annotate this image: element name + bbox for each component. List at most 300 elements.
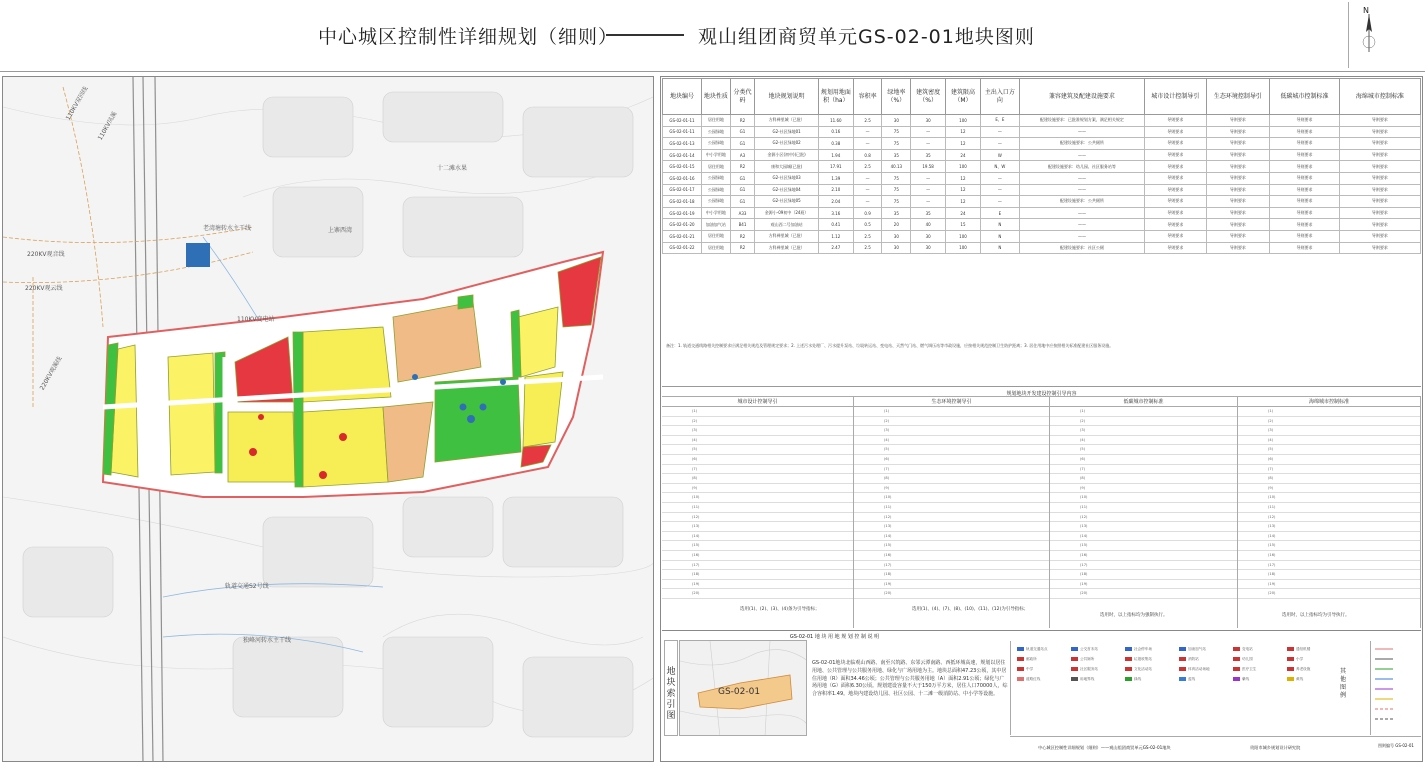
guidance-row: (19) — [662, 580, 853, 590]
table-cell: 导则要求 — [1339, 172, 1420, 184]
table-cell: 12 — [946, 172, 981, 184]
legend-item — [1125, 647, 1152, 652]
table-header-cell: 兼容建筑及配建设施要求 — [1019, 79, 1144, 115]
table-cell: 0.9 — [853, 207, 882, 219]
table-cell: 11.60 — [818, 115, 853, 127]
map-label: 220KV观溪线 — [38, 355, 64, 392]
guidance-row: (2) — [1238, 417, 1420, 427]
table-cell: 观山西二号加油站 — [755, 219, 819, 231]
table-cell: — — [980, 196, 1019, 208]
legend-side-lines — [1370, 641, 1421, 735]
guidance-row: (14) — [662, 532, 853, 542]
table-cell: 75 — [882, 172, 911, 184]
table-cell: 35 — [911, 207, 946, 219]
legend-symbol-icon — [1233, 657, 1240, 661]
legend-item — [1071, 677, 1094, 682]
guidance-row: (14) — [1238, 532, 1420, 542]
north-arrow-icon — [1349, 2, 1424, 68]
legend-item — [1017, 647, 1048, 652]
table-cell: 公园绿地 — [701, 138, 730, 150]
plan-map[interactable] — [2, 76, 654, 762]
table-cell: 0.5 — [853, 219, 882, 231]
guidance-row: (3) — [662, 426, 853, 436]
table-cell: 12 — [946, 126, 981, 138]
table-cell: 导则要求 — [1339, 138, 1420, 150]
legend-item — [1017, 657, 1037, 662]
table-cell: N — [980, 230, 1019, 242]
table-cell: 公园绿地 — [701, 126, 730, 138]
title-separator — [606, 34, 684, 36]
description-text: GS-02-01地块北临观山西路、南至兴筑路、东邻云潭南路、西抵环城高速，规划以居住用地、公共管理与公共服务用地、绿化与广场用地为主。地块总面积47.23公顷，其中居住用地（R）面积34.46公顷；公共管理与公共服务用地（A）面积2.91公顷；绿化与广场用地（G）面积6.30公顷。规划建设容量不大于150万平方米，居住人口70000人，综合容积率1.49。地块内建设幼儿园、社区公园、十二滩一级消防站、中小学等设施。 — [812, 660, 1008, 698]
north-arrow-box — [1348, 2, 1423, 68]
guidance-row: (6) — [854, 455, 1049, 465]
table-cell: — — [911, 172, 946, 184]
table-cell: 100 — [946, 242, 981, 254]
guidance-row: (18) — [662, 570, 853, 580]
guidance-row: (8) — [1050, 474, 1237, 484]
table-cell: — — [980, 126, 1019, 138]
table-cell: 12 — [946, 138, 981, 150]
fire-station-icon[interactable] — [258, 414, 264, 420]
legend-symbol-icon — [1179, 647, 1186, 651]
table-cell: 导则要求 — [1145, 149, 1207, 161]
guidance-row: (11) — [662, 503, 853, 513]
guidance-urban-design — [662, 396, 854, 628]
table-cell: GS-02-01-21 — [663, 230, 702, 242]
map-label: 220KV观云线 — [25, 285, 63, 292]
guidance-footnote: 选用时，以上指标均为引导执行。 — [1282, 613, 1350, 618]
guidance-row: (5) — [1050, 445, 1237, 455]
table-cell: 导则要求 — [1339, 242, 1420, 254]
guidance-row: (8) — [1238, 474, 1420, 484]
table-cell: 导则要求 — [1270, 172, 1340, 184]
table-cell: 12 — [946, 196, 981, 208]
legend-label: 小学 — [1296, 657, 1304, 661]
legend-symbol-icon — [1017, 667, 1024, 671]
parcel[interactable] — [228, 412, 295, 482]
table-cell: 导则要求 — [1339, 184, 1420, 196]
table-cell: 12 — [946, 184, 981, 196]
table-cell: — — [980, 172, 1019, 184]
table-cell: 居住用地 — [701, 115, 730, 127]
table-cell: 导则要求 — [1339, 115, 1420, 127]
table-cell: —— — [1019, 184, 1144, 196]
guidance-footnote: 选用时，以上指标均为强制执行。 — [1100, 613, 1168, 618]
table-cell: 导则要求 — [1270, 161, 1340, 173]
guidance-row: (5) — [854, 445, 1049, 455]
guidance-row: (19) — [1238, 580, 1420, 590]
legend-label: 幼儿园 — [1242, 657, 1253, 661]
legend-label: 用地界线 — [1080, 677, 1095, 681]
map-label: 老湾塘转水主干线 — [203, 225, 252, 232]
guidance-row: (11) — [854, 503, 1049, 513]
legend-item — [1287, 657, 1303, 662]
guidance-row: (4) — [854, 436, 1049, 446]
legend-symbol-icon — [1071, 647, 1078, 651]
guidance-row: (20) — [662, 589, 853, 599]
table-cell: 2.5 — [853, 242, 882, 254]
guidance-column-title: 低碳城市控制标准 — [1050, 397, 1237, 407]
guidance-row: (18) — [1050, 570, 1237, 580]
table-row[interactable] — [663, 115, 1421, 127]
table-cell: E — [980, 207, 1019, 219]
table-cell: G1 — [730, 138, 755, 150]
table-cell: GS-02-01-20 — [663, 219, 702, 231]
guidance-row: (3) — [854, 426, 1049, 436]
guidance-row: (13) — [854, 522, 1049, 532]
legend-label: 社区服务站 — [1080, 667, 1098, 671]
map-label: 上寨西湾 — [328, 227, 353, 234]
toilet-icon[interactable] — [500, 379, 506, 385]
guidance-row: (1) — [854, 407, 1049, 417]
table-cell: 导则要求 — [1270, 242, 1340, 254]
table-cell: —— — [1019, 149, 1144, 161]
legend-symbol-icon — [1287, 647, 1294, 651]
guidance-row: (16) — [1050, 551, 1237, 561]
plot-control-table — [662, 78, 1421, 254]
legend-label: 社会停车场 — [1134, 647, 1152, 651]
table-cell: 导则要求 — [1145, 230, 1207, 242]
guidance-row: (14) — [1050, 532, 1237, 542]
legend-item — [1287, 667, 1310, 672]
table-row[interactable] — [663, 230, 1421, 242]
table-header-cell: 容积率 — [853, 79, 882, 115]
legend-symbol-icon — [1071, 657, 1078, 661]
legend-item — [1017, 677, 1040, 682]
table-cell: 配建设施要求：已批准规划方案，满足相关规定 — [1019, 115, 1144, 127]
legend-label: 通信机楼 — [1296, 647, 1311, 651]
table-cell: 导则要求 — [1339, 230, 1420, 242]
table-cell: 2.5 — [853, 230, 882, 242]
parcel-green[interactable] — [458, 295, 473, 309]
footer-title: 中心城区控制性详细规划（细则）——观山组团商贸单元GS-02-01地块 — [1038, 745, 1171, 750]
legend-symbol-icon — [1125, 677, 1132, 681]
guidance-row: (13) — [662, 522, 853, 532]
legend-item — [1071, 647, 1098, 652]
guidance-row: (9) — [662, 484, 853, 494]
guidance-row: (16) — [662, 551, 853, 561]
table-row[interactable] — [663, 196, 1421, 208]
school-icon[interactable] — [339, 433, 347, 441]
legend-label: 公共厕所 — [1080, 657, 1095, 661]
legend-label: 消防站 — [1188, 657, 1199, 661]
legend-label: 垃圾收集站 — [1134, 657, 1152, 661]
table-cell: 导则要求 — [1206, 207, 1270, 219]
table-cell: 1.12 — [818, 230, 853, 242]
table-cell: 居住用地 — [701, 242, 730, 254]
table-row[interactable] — [663, 149, 1421, 161]
table-header-cell: 分类代码 — [730, 79, 755, 115]
table-cell: 配建设施要求：幼儿园、社区服务站等 — [1019, 161, 1144, 173]
table-cell: —— — [1019, 126, 1144, 138]
guidance-row: (15) — [662, 541, 853, 551]
legend-label: 蓝线 — [1188, 677, 1196, 681]
table-row[interactable] — [663, 161, 1421, 173]
table-header-cell: 绿地率（%） — [882, 79, 911, 115]
kindergarten-icon[interactable] — [249, 448, 257, 456]
guidance-row: (20) — [1238, 589, 1420, 599]
legend-item — [1071, 667, 1098, 672]
table-cell: 15 — [946, 219, 981, 231]
table-cell: 导则要求 — [1206, 230, 1270, 242]
guidance-row: (3) — [1238, 426, 1420, 436]
guidance-row: (12) — [1238, 513, 1420, 523]
table-cell: B41 — [730, 219, 755, 231]
table-cell: 75 — [882, 184, 911, 196]
legend-item — [1125, 667, 1152, 672]
table-cell: 30 — [911, 230, 946, 242]
table-row[interactable] — [663, 184, 1421, 196]
index-map-label: 地块索引图 — [664, 640, 678, 736]
table-row[interactable] — [663, 126, 1421, 138]
table-cell: 0.8 — [853, 149, 882, 161]
table-cell: 24 — [946, 149, 981, 161]
legend-item — [1179, 667, 1210, 672]
table-row[interactable] — [663, 138, 1421, 150]
table-header-cell: 地块性质 — [701, 79, 730, 115]
guidance-row: (12) — [1050, 513, 1237, 523]
parcel[interactable] — [303, 407, 388, 487]
table-cell: 导则要求 — [1206, 196, 1270, 208]
legend-item — [1179, 647, 1206, 652]
guidance-row: (1) — [662, 407, 853, 417]
legend-symbol-icon — [1287, 667, 1294, 671]
guidance-row: (10) — [1050, 493, 1237, 503]
guidance-row: (9) — [854, 484, 1049, 494]
table-cell: — — [980, 184, 1019, 196]
table-cell: 导则要求 — [1270, 184, 1340, 196]
guidance-low-carbon — [1050, 396, 1238, 628]
guidance-row: (11) — [1050, 503, 1237, 513]
legend-symbol-icon — [1233, 677, 1240, 681]
guidance-row: (5) — [662, 445, 853, 455]
table-cell: 康和大园城(已批) — [755, 161, 819, 173]
legend-label: 邮政所 — [1026, 657, 1037, 661]
legend-item — [1179, 657, 1199, 662]
table-header-cell: 城市设计控制导引 — [1145, 79, 1207, 115]
guidance-row: (2) — [662, 417, 853, 427]
table-cell: 方科禅里城（已批） — [755, 242, 819, 254]
table-header-cell: 地块编号 — [663, 79, 702, 115]
guidance-row: (11) — [1238, 503, 1420, 513]
table-cell: 方科禅里城（已批） — [755, 115, 819, 127]
table-notes: 备注：1. 轨道交通线路相关控制要求应满足相关规范及管理规定要求；2. 上述污水处理厂、污水提升泵站、垃圾转运站、变电站、天然气门站、燃气调压站等市政设施，应按相关规范控制卫生防护距离；3. 居住用地中应按照相关标准配建社区服务设施。 — [666, 343, 1114, 348]
table-cell: GS-02-01-17 — [663, 184, 702, 196]
table-cell: 中小学用地 — [701, 149, 730, 161]
table-row[interactable] — [663, 172, 1421, 184]
legend-item — [1125, 657, 1152, 662]
legend-item — [1233, 677, 1249, 682]
parcel-green[interactable] — [511, 310, 521, 377]
table-cell: 1.39 — [818, 172, 853, 184]
guidance-row: (3) — [1050, 426, 1237, 436]
table-cell: R2 — [730, 161, 755, 173]
guidance-row: (6) — [1238, 455, 1420, 465]
bus-station-icon[interactable] — [460, 404, 467, 411]
guidance-row: (18) — [1238, 570, 1420, 580]
guidance-title: 规划地块开发建设控制引导内容 — [662, 386, 1421, 397]
table-cell: 19.58 — [911, 161, 946, 173]
legend-label: 紫线 — [1242, 677, 1250, 681]
table-cell: GS-02-01-16 — [663, 172, 702, 184]
table-body — [663, 115, 1421, 254]
table-cell: GS-02-01-15 — [663, 161, 702, 173]
guidance-row: (7) — [1050, 465, 1237, 475]
guidance-row: (12) — [662, 513, 853, 523]
footer-organization: 贵阳市城乡规划设计研究院 — [1250, 745, 1301, 750]
guidance-row: (12) — [854, 513, 1049, 523]
guidance-row: (6) — [1050, 455, 1237, 465]
toilet-icon[interactable] — [412, 374, 418, 380]
table-cell: — — [980, 138, 1019, 150]
legend-symbol-icon — [1071, 677, 1078, 681]
guidance-row: (10) — [854, 493, 1049, 503]
table-header-cell: 规划用地面积（ha） — [818, 79, 853, 115]
table-header-cell: 建筑限高（M） — [946, 79, 981, 115]
table-cell: 2.04 — [818, 196, 853, 208]
table-cell: 0.41 — [818, 219, 853, 231]
table-cell: 导则要求 — [1206, 242, 1270, 254]
table-cell: 35 — [911, 149, 946, 161]
table-cell: G1 — [730, 196, 755, 208]
table-cell: G1 — [730, 126, 755, 138]
parcel-park[interactable] — [435, 377, 521, 462]
map-label: 110KV双回线 — [64, 85, 90, 122]
table-header-cell: 建筑密度（%） — [911, 79, 946, 115]
table-cell: 40.13 — [882, 161, 911, 173]
guidance-row: (10) — [662, 493, 853, 503]
guidance-column-title: 城市设计控制导引 — [662, 397, 853, 407]
title-bar — [0, 0, 1425, 72]
parcel[interactable] — [168, 353, 215, 475]
table-cell: G2-社区绿地01 — [755, 126, 819, 138]
table-cell: G2-社区绿地02 — [755, 138, 819, 150]
legend-lines — [1371, 641, 1422, 735]
table-cell: 导则要求 — [1270, 230, 1340, 242]
table-cell: — — [853, 138, 882, 150]
guidance-row: (8) — [854, 474, 1049, 484]
guidance-row: (7) — [1238, 465, 1420, 475]
legend-symbol-icon — [1017, 647, 1024, 651]
table-row[interactable] — [663, 219, 1421, 231]
table-cell: 导则要求 — [1270, 196, 1340, 208]
guidance-row: (15) — [1238, 541, 1420, 551]
table-cell: 导则要求 — [1145, 219, 1207, 231]
map-label: 轨道交通S2号线 — [225, 583, 269, 590]
guidance-column-title: 生态环境控制导引 — [854, 397, 1049, 407]
guidance-row: (7) — [662, 465, 853, 475]
table-cell: —— — [1019, 172, 1144, 184]
map-label: 独峰河转水主干线 — [243, 637, 292, 644]
legend-symbol-icon — [1179, 667, 1186, 671]
table-cell: 17.91 — [818, 161, 853, 173]
legend-symbol-icon — [1125, 667, 1132, 671]
table-cell: 金源小-09初中（24班） — [755, 207, 819, 219]
table-cell: G2-社区绿地05 — [755, 196, 819, 208]
table-cell: — — [911, 184, 946, 196]
table-cell: 导则要求 — [1339, 149, 1420, 161]
parcel[interactable] — [518, 307, 558, 377]
metro-station-icon[interactable] — [467, 415, 475, 423]
table-cell: 30 — [911, 242, 946, 254]
table-cell: 导则要求 — [1145, 184, 1207, 196]
guidance-row: (2) — [1050, 417, 1237, 427]
table-cell: GS-02-01-11 — [663, 126, 702, 138]
table-row[interactable] — [663, 242, 1421, 254]
guidance-row: (4) — [662, 436, 853, 446]
table-cell: —— — [1019, 219, 1144, 231]
table-cell: 导则要求 — [1145, 115, 1207, 127]
table-cell: 2.5 — [853, 115, 882, 127]
plan-title: 中心城区控制性详细规划（细则） — [318, 26, 619, 48]
guidance-ecology — [854, 396, 1050, 628]
table-cell: W — [980, 149, 1019, 161]
table-cell: A3 — [730, 149, 755, 161]
parking-icon[interactable] — [480, 404, 487, 411]
legend-label: 绿线 — [1134, 677, 1142, 681]
table-cell: 导则要求 — [1339, 161, 1420, 173]
substation-marker[interactable] — [186, 243, 210, 267]
guidance-row: (14) — [854, 532, 1049, 542]
table-cell: N — [980, 219, 1019, 231]
table-cell: 3.16 — [818, 207, 853, 219]
table-cell: R2 — [730, 242, 755, 254]
guidance-row: (15) — [1050, 541, 1237, 551]
table-cell: E、E — [980, 115, 1019, 127]
table-cell: GS-02-01-11 — [663, 115, 702, 127]
community-service-icon[interactable] — [319, 471, 327, 479]
table-cell: 75 — [882, 138, 911, 150]
table-cell: 居住用地 — [701, 230, 730, 242]
guidance-row: (5) — [1238, 445, 1420, 455]
table-cell: 20 — [882, 219, 911, 231]
guidance-row: (8) — [662, 474, 853, 484]
table-cell: 2.47 — [818, 242, 853, 254]
legend-label: 轨道交通站点 — [1026, 647, 1048, 651]
table-header-cell: 低碳城市控制标准 — [1270, 79, 1340, 115]
legend-label: 加油加气站 — [1188, 647, 1206, 651]
table-cell: — — [853, 172, 882, 184]
table-cell: 30 — [882, 115, 911, 127]
legend-label: 医疗卫生 — [1242, 667, 1257, 671]
table-cell: 导则要求 — [1145, 172, 1207, 184]
table-cell: — — [853, 184, 882, 196]
table-cell: 75 — [882, 126, 911, 138]
table-cell: 公园绿地 — [701, 172, 730, 184]
guidance-row: (15) — [854, 541, 1049, 551]
map-canvas[interactable] — [3, 77, 654, 762]
table-cell: 100 — [946, 161, 981, 173]
table-cell: 中小学用地 — [701, 207, 730, 219]
table-cell: 导则要求 — [1206, 184, 1270, 196]
guidance-row: (20) — [1050, 589, 1237, 599]
table-cell: 配建设施要求：公共厕所 — [1019, 138, 1144, 150]
footer-sheet-code: 图则编号 GS-02-01 — [1378, 743, 1414, 748]
guidance-row: (19) — [1050, 580, 1237, 590]
table-cell: 导则要求 — [1270, 149, 1340, 161]
table-cell: 居住用地 — [701, 161, 730, 173]
table-row[interactable] — [663, 207, 1421, 219]
table-cell: 导则要求 — [1270, 126, 1340, 138]
legend-symbol-icon — [1071, 667, 1078, 671]
table-cell: 2.10 — [818, 184, 853, 196]
table-cell: 导则要求 — [1145, 196, 1207, 208]
parcel-green[interactable] — [293, 332, 303, 487]
legend-item — [1017, 667, 1033, 672]
table-cell: 100 — [946, 115, 981, 127]
legend-symbol-icon — [1179, 657, 1186, 661]
legend-label: 公交首末站 — [1080, 647, 1098, 651]
